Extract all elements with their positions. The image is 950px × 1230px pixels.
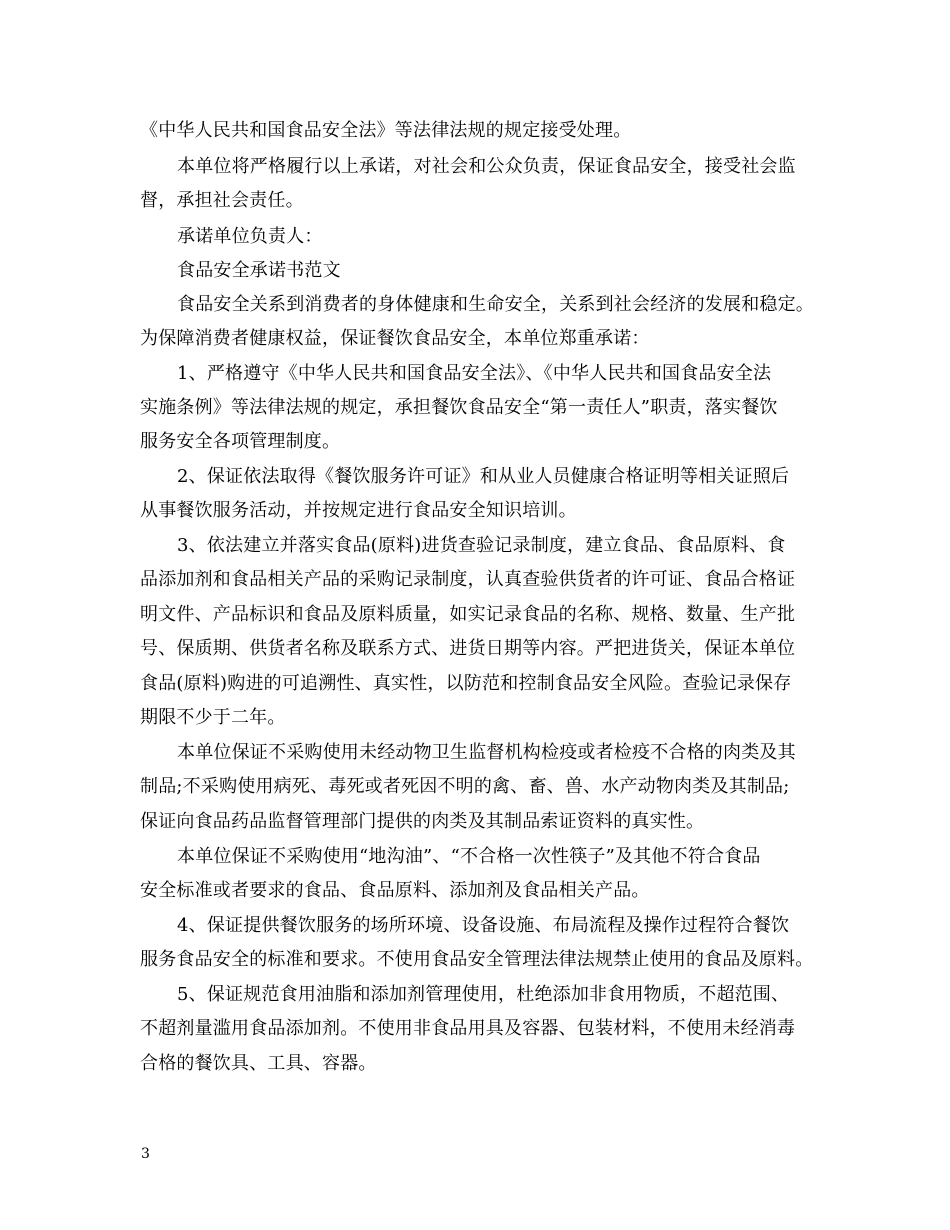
text-line: 本单位保证不采购使用未经动物卫生监督机构检疫或者检疫不合格的肉类及其	[177, 742, 796, 763]
text-line: 安全标准或者要求的食品、食品原料、添加剂及食品相关产品。	[140, 880, 650, 901]
text-line: 服务安全各项管理制度。	[140, 431, 341, 452]
page-number: 3	[141, 1146, 150, 1162]
text-line: 督，承担社会责任。	[140, 190, 304, 211]
text-line: 制品;不采购使用病死、毒死或者死因不明的禽、畜、兽、水产动物肉类及其制品;	[140, 776, 790, 797]
text-line: 明文件、产品标识和食品及原料质量，如实记录食品的名称、规格、数量、生产批	[140, 604, 796, 625]
text-line: 1、严格遵守《中华人民共和国食品安全法》、《中华人民共和国食品安全法	[177, 363, 772, 384]
text-line: 为保障消费者健康权益，保证餐饮食品安全，本单位郑重承诺：	[140, 328, 650, 349]
text-line: 期限不少于二年。	[140, 707, 286, 728]
text-line: 不超剂量滥用食品添加剂。不使用非食品用具及容器、包装材料，不使用未经消毒	[140, 1018, 796, 1039]
text-line: 服务食品安全的标准和要求。不使用食品安全管理法律法规禁止使用的食品及原料。	[140, 949, 814, 970]
text-line: 2、保证依法取得《餐饮服务许可证》和从业人员健康合格证明等相关证照后	[177, 466, 790, 487]
text-line: 实施条例》等法律法规的规定，承担餐饮食品安全“第一责任人”职责，落实餐饮	[140, 397, 778, 418]
text-line: 本单位将严格履行以上承诺，对社会和公众负责，保证食品安全，接受社会监	[177, 156, 796, 177]
text-line: 本单位保证不采购使用“地沟油”、“不合格一次性筷子”及其他不符合食品	[177, 846, 761, 867]
text-line: 5、保证规范食用油脂和添加剂管理使用，杜绝添加非食用物质，不超范围、	[177, 984, 790, 1005]
text-line: 号、保质期、供货者名称及联系方式、进货日期等内容。严把进货关，保证本单位	[140, 638, 796, 659]
text-line: 品添加剂和食品相关产品的采购记录制度，认真查验供货者的许可证、食品合格证	[140, 569, 796, 590]
text-line: 保证向食品药品监督管理部门提供的肉类及其制品索证资料的真实性。	[140, 811, 705, 832]
text-line: 食品安全关系到消费者的身体健康和生命安全，关系到社会经济的发展和稳定。	[177, 294, 814, 315]
text-line: 4、保证提供餐饮服务的场所环境、设备设施、布局流程及操作过程符合餐饮	[177, 915, 790, 936]
text-line: 承诺单位负责人：	[177, 226, 323, 247]
text-line: 3、依法建立并落实食品(原料)进货查验记录制度，建立食品、食品原料、食	[177, 535, 786, 556]
text-line: 从事餐饮服务活动，并按规定进行食品安全知识培训。	[140, 500, 577, 521]
text-line: 合格的餐饮具、工具、容器。	[140, 1053, 377, 1074]
text-line: 食品安全承诺书范文	[177, 260, 341, 281]
text-line: 《中华人民共和国食品安全法》等法律法规的规定接受处理。	[140, 120, 632, 141]
text-line: 食品(原料)购进的可追溯性、真实性，以防范和控制食品安全风险。查验记录保存	[140, 673, 792, 694]
